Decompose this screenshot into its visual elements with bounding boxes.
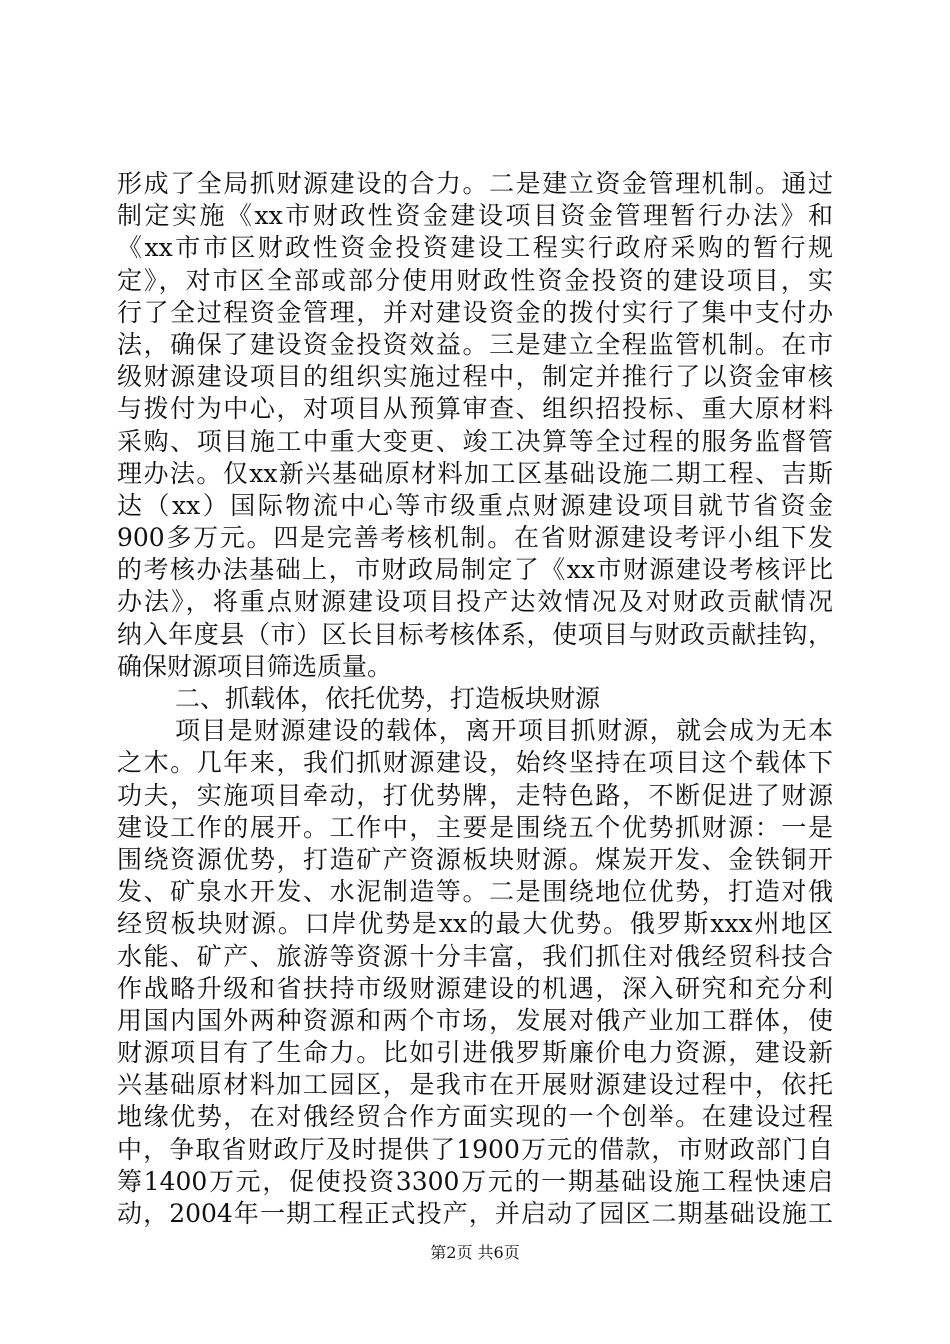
text-line: 级财源建设项目的组织实施过程中，制定并推行了以资金审核: [117, 362, 833, 392]
text-line: 功夫，实施项目牵动，打优势牌，走特色路，不断促进了财源: [117, 780, 833, 810]
text-line: 财源项目有了生命力。比如引进俄罗斯廉价电力资源，建设新: [117, 1038, 833, 1068]
text-line: 确保财源项目筛选质量。: [117, 651, 393, 681]
text-line: 行了全过程资金管理，并对建设资金的拨付实行了集中支付办: [117, 297, 833, 327]
text-line: 办法》，将重点财源建设项目投产达效情况及对财政贡献情况: [117, 587, 833, 617]
text-line: 之木。几年来，我们抓财源建设，始终坚持在项目这个载体下: [117, 748, 833, 778]
text-line: 纳入年度县（市）区长目标考核体系，使项目与财政贡献挂钩，: [117, 619, 833, 649]
text-line: 定》，对市区全部或部分使用财政性资金投资的建设项目，实: [117, 265, 833, 295]
text-line: 地缘优势，在对俄经贸合作方面实现的一个创举。在建设过程: [117, 1102, 833, 1132]
text-line: 制定实施《xx市财政性资金建设项目资金管理暂行办法》和: [117, 201, 833, 231]
text-line: 发、矿泉水开发、水泥制造等。二是围绕地位优势，打造对俄: [117, 877, 833, 907]
text-line: 900多万元。四是完善考核机制。在省财源建设考评小组下发: [117, 523, 833, 553]
text-line: 的考核办法基础上，市财政局制定了《xx市财源建设考核评比: [117, 555, 833, 585]
page-footer: [0, 1242, 950, 1264]
text-line: 中，争取省财政厅及时提供了1900万元的借款，市财政部门自: [117, 1134, 833, 1164]
text-line: 水能、矿产、旅游等资源十分丰富，我们抓住对俄经贸科技合: [117, 941, 833, 971]
text-line: 达（xx）国际物流中心等市级重点财源建设项目就节省资金: [117, 490, 833, 520]
section-heading: 二、抓载体，依托优势，打造板块财源: [175, 684, 601, 713]
text-line: 项目是财源建设的载体，离开项目抓财源，就会成为无本: [175, 716, 833, 746]
text-line: 经贸板块财源。口岸优势是xx的最大优势。俄罗斯xxx州地区: [117, 909, 833, 939]
text-line: 形成了全局抓财源建设的合力。二是建立资金管理机制。通过: [117, 169, 833, 198]
text-line: 采购、项目施工中重大变更、竣工决算等全过程的服务监督管: [117, 426, 833, 456]
text-line: 动，2004年一期工程正式投产，并启动了园区二期基础设施工: [117, 1199, 833, 1228]
text-line: 筹1400万元，促使投资3300万元的一期基础设施工程快速启: [117, 1166, 833, 1196]
text-line: 《xx市市区财政性资金投资建设工程实行政府采购的暂行规: [117, 233, 833, 263]
text-line: 法，确保了建设资金投资效益。三是建立全程监管机制。在市: [117, 329, 833, 359]
body-text: [117, 168, 833, 1230]
text-line: 作战略升级和省扶持市级财源建设的机遇，深入研究和充分利: [117, 973, 833, 1003]
text-line: 用国内国外两种资源和两个市场，发展对俄产业加工群体，使: [117, 1005, 833, 1035]
text-line: 围绕资源优势，打造矿产资源板块财源。煤炭开发、金铁铜开: [117, 844, 833, 874]
text-line: 与拨付为中心，对项目从预算审查、组织招投标、重大原材料: [117, 394, 833, 424]
text-line: 兴基础原材料加工园区，是我市在开展财源建设过程中，依托: [117, 1070, 833, 1100]
text-line: 理办法。仅xx新兴基础原材料加工区基础设施二期工程、吉斯: [117, 458, 833, 488]
page-number: 第2页 共6页: [430, 1243, 520, 1262]
text-line: 建设工作的展开。工作中，主要是围绕五个优势抓财源：一是: [117, 812, 833, 842]
